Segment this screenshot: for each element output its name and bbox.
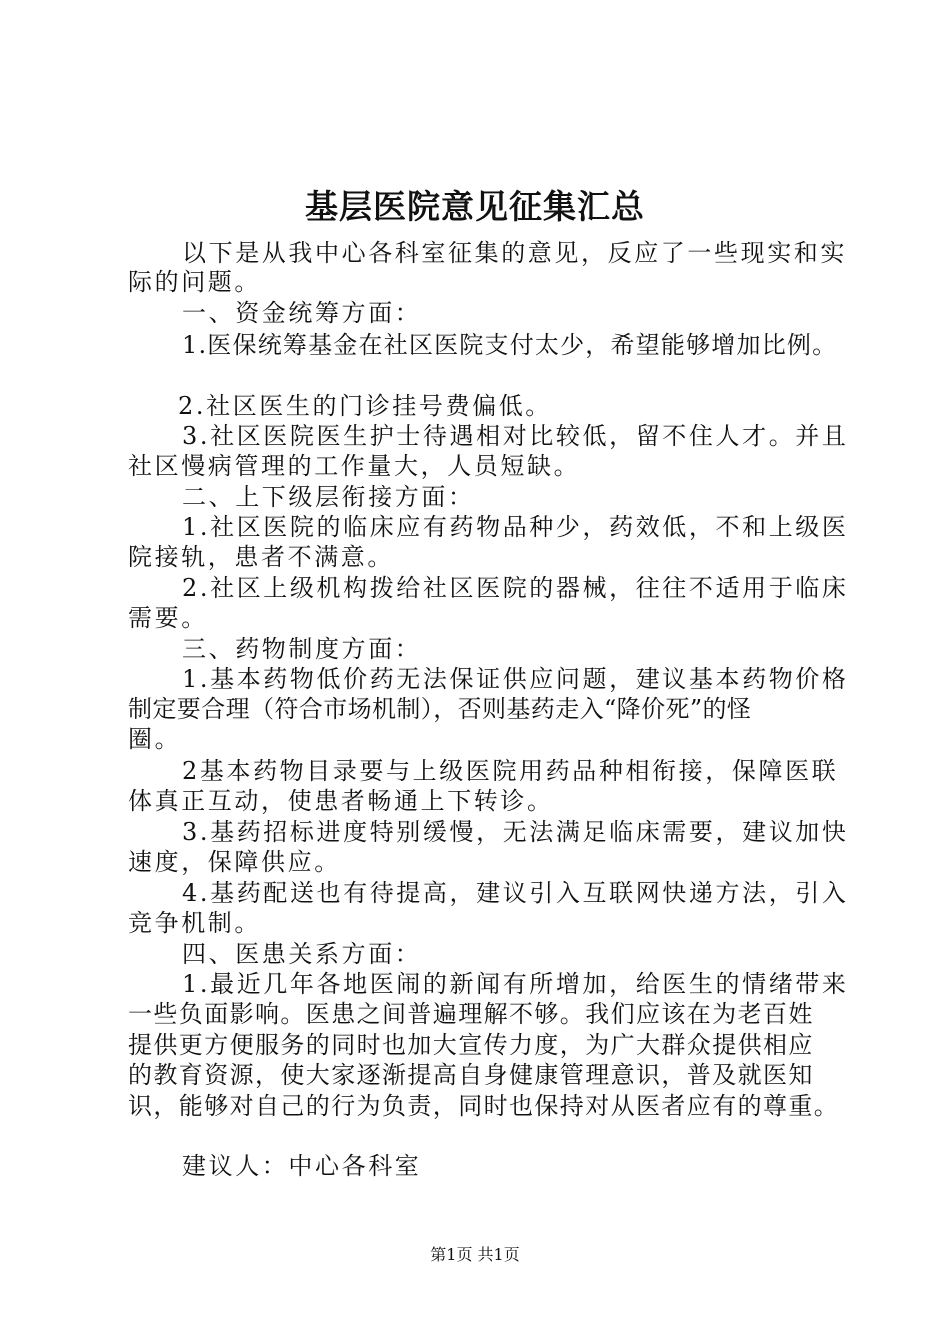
document-title: 基层医院意见征集汇总 [305, 187, 645, 226]
body-line: 2.社区医生的门诊挂号费偏低。 [178, 392, 552, 420]
section-heading: 一、资金统筹方面： [182, 299, 422, 327]
body-line: 际的问题。 [128, 268, 261, 296]
body-line: 4.基药配送也有待提高，建议引入互联网快递方法，引入 [182, 879, 849, 907]
page-number: 第1页 共1页 [430, 1245, 520, 1264]
body-line: 识，能够对自己的行为负责，同时也保持对从医者应有的尊重。 [128, 1092, 840, 1120]
section-heading: 三、药物制度方面： [182, 635, 422, 663]
body-line: 3.社区医院医生护士待遇相对比较低，留不住人才。并且 [182, 422, 849, 450]
body-line: 圈。 [128, 725, 182, 753]
body-line: 2基本药物目录要与上级医院用药品种相衔接，保障医联 [182, 757, 839, 785]
section-heading: 四、医患关系方面： [182, 940, 422, 968]
body-line: 1.社区医院的临床应有药物品种少，药效低，不和上级医 [182, 513, 849, 541]
body-line: 竞争机制。 [128, 909, 261, 937]
body-line: 1.基本药物低价药无法保证供应问题，建议基本药物价格 [182, 665, 849, 693]
body-line: 体真正互动，使患者畅通上下转诊。 [128, 787, 554, 815]
body-line: 1.最近几年各地医闹的新闻有所增加，给医生的情绪带来 [182, 970, 849, 998]
body-line: 制定要合理（符合市场机制），否则基药走入“降价死”的怪 [128, 695, 752, 723]
body-line: 2.社区上级机构拨给社区医院的器械，往往不适用于临床 [182, 574, 849, 602]
body-line: 社区慢病管理的工作量大，人员短缺。 [128, 452, 581, 480]
body-line: 提供更方便服务的同时也加大宣传力度，为广大群众提供相应 [128, 1031, 814, 1059]
body-line: 以下是从我中心各科室征集的意见，反应了一些现实和实 [182, 239, 847, 267]
body-line: 速度，保障供应。 [128, 848, 341, 876]
body-line: 需要。 [128, 604, 208, 632]
body-line: 1.医保统筹基金在社区医院支付太少，希望能够增加比例。 [182, 331, 838, 359]
signature-line: 建议人：中心各科室 [182, 1152, 422, 1180]
body-line: 一些负面影响。医患之间普遍理解不够。我们应该在为老百姓 [128, 1000, 814, 1028]
body-line: 3.基药招标进度特别缓慢，无法满足临床需要，建议加快 [182, 818, 849, 846]
body-line: 院接轨，患者不满意。 [128, 543, 394, 571]
section-heading: 二、上下级层衔接方面： [182, 483, 475, 511]
body-line: 的教育资源，使大家逐渐提高自身健康管理意识，普及就医知 [128, 1061, 814, 1089]
